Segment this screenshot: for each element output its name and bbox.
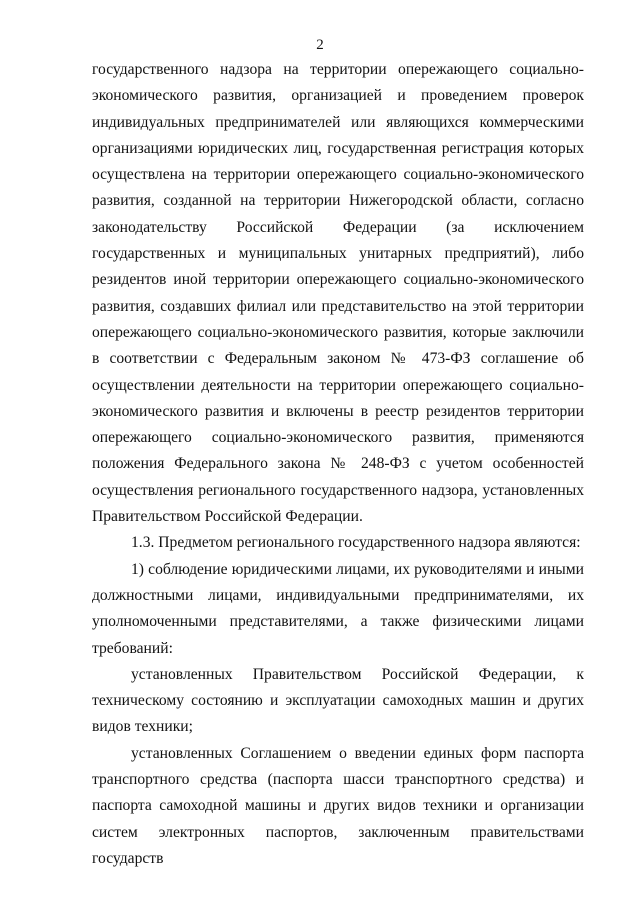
paragraph-technical-state: установленных Правительством Российской Федерации, к техническому состоянию и эксплуатации самоходных машин и других видов техники;: [92, 665, 584, 736]
paragraph-item-1: 1) соблюдение юридическими лицами, их руководителями и иными должностными лицами, индивидуальными предпринимателями, их уполномоченными представителями, а также физическими лицами требований:: [92, 560, 584, 657]
paragraph-agreement: установленных Соглашением о введении единых форм паспорта транспортного средства (паспорта шасси транспортного средства) и паспорта самоходной машины и других видов техники и организации систем электронных паспортов, заключенным правительствами государств: [92, 744, 584, 867]
paragraph-continuation: государственного надзора на территории опережающего социально-экономического развития, организацией и проведением проверок индивидуальных предпринимателей или являющихся коммерческими организациями юридических лиц, государственная регистрация которых осуществлена на территории опережающего социально-экономического развития, созданной на территории Нижегородской области, согласно законодательству Российской Федерации (за исключением государственных и муниципальных унитарных предприятий), либо резидентов иной территории опережающего социально-экономического развития, создавших филиал или представительство на этой территории опережающего социально-экономического развития, которые заключили в соответствии с Федеральным законом № 473-ФЗ соглашение об осуществлении деятельности на территории опережающего социально-экономического развития и включены в реестр резидентов территории опережающего социально-экономического развития, применяются положения Федерального закона № 248-ФЗ с учетом особенностей осуществления регионального государственного надзора, установленных Правительством Российской Федерации.: [92, 61, 584, 526]
paragraph-section-1-3: 1.3. Предметом регионального государственного надзора являются:: [131, 534, 581, 552]
document-body: [92, 57, 584, 872]
page-number: 2: [316, 37, 324, 53]
